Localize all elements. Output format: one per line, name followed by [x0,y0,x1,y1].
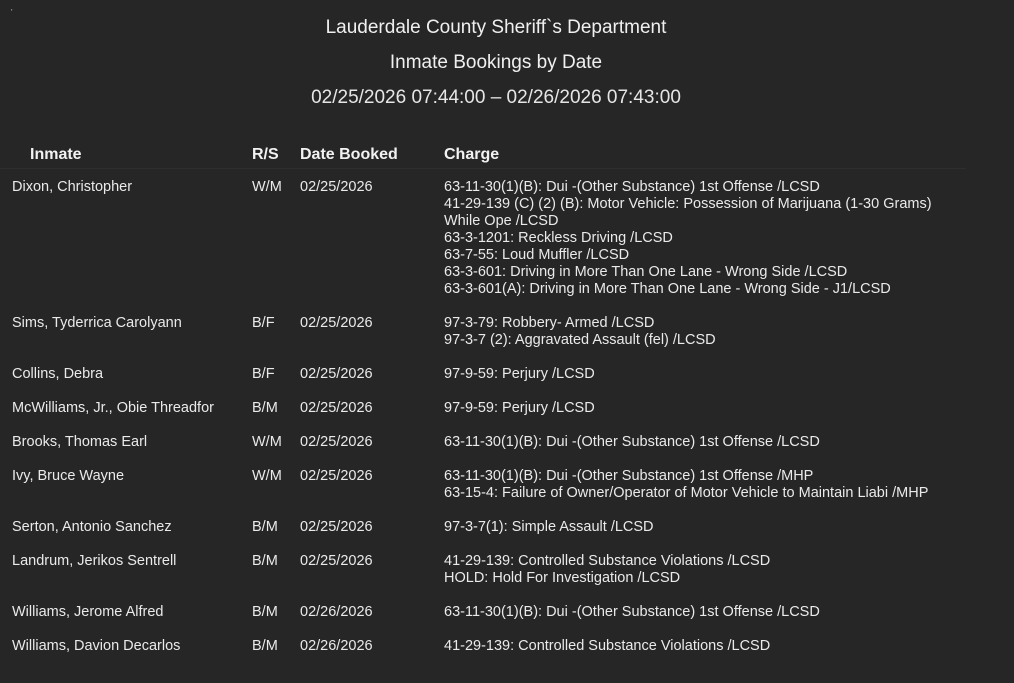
table-row [0,355,966,389]
race-sex-cell: W/M [252,434,282,450]
charge-line: 41-29-139: Controlled Substance Violations /LCSD [444,553,771,569]
charge-line: 97-3-7(1): Simple Assault /LCSD [444,519,654,535]
date-booked-cell: 02/25/2026 [300,434,373,450]
table-row [0,304,966,355]
charge-line: HOLD: Hold For Investigation /LCSD [444,570,681,586]
table-body [0,169,966,662]
inmate-name-cell: Brooks, Thomas Earl [12,434,148,450]
report-title: Inmate Bookings by Date [389,52,603,73]
date-booked-cell: 02/25/2026 [300,400,373,416]
charge-line: While Ope /LCSD [444,213,559,229]
charge-line: 41-29-139: Controlled Substance Violations /LCSD [444,638,771,654]
race-sex-cell: B/M [252,519,278,535]
race-sex-cell: B/M [252,638,278,654]
bookings-table [0,142,966,661]
charge-line: 63-7-55: Loud Muffler /LCSD [444,247,630,263]
race-sex-cell: B/F [252,366,275,382]
table-row [0,389,966,423]
table-row [0,593,966,627]
inmate-name-cell: Williams, Davion Decarlos [12,638,181,654]
table-row [0,627,966,661]
inmate-name-cell: Landrum, Jerikos Sentrell [12,553,177,569]
date-booked-cell: 02/26/2026 [300,638,373,654]
charges-cell [444,169,966,305]
table-row [0,457,966,508]
charges-cell [444,355,966,389]
date-booked-cell: 02/25/2026 [300,468,373,484]
race-sex-cell: W/M [252,179,282,195]
column-header-date-booked: Date Booked [300,142,444,169]
date-booked-cell: 02/25/2026 [300,366,373,382]
inmate-name-cell: Sims, Tyderrica Carolyann [12,315,182,331]
inmate-name-cell: McWilliams, Jr., Obie Threadfor [12,400,214,416]
charge-line: 63-15-4: Failure of Owner/Operator of Motor Vehicle to Maintain Liabi /MHP [444,485,929,501]
charge-line: 63-11-30(1)(B): Dui -(Other Substance) 1st Offense /MHP [444,468,814,484]
charge-line: 63-3-601(A): Driving in More Than One Lane - Wrong Side - J1/LCSD [444,281,891,297]
race-sex-cell: B/M [252,400,278,416]
charge-line: 63-11-30(1)(B): Dui -(Other Substance) 1st Offense /LCSD [444,179,820,195]
charge-line: 63-3-601: Driving in More Than One Lane - Wrong Side /LCSD [444,264,848,280]
charges-cell [444,423,966,457]
charge-line: 97-3-79: Robbery- Armed /LCSD [444,315,655,331]
inmate-name-cell: Ivy, Bruce Wayne [12,468,125,484]
corner-mark: ' [11,8,13,17]
table-row [0,423,966,457]
charge-line: 63-3-1201: Reckless Driving /LCSD [444,230,673,246]
charges-cell [444,389,966,423]
date-booked-cell: 02/26/2026 [300,604,373,620]
inmate-name-cell: Dixon, Christopher [12,179,133,195]
date-booked-cell: 02/25/2026 [300,519,373,535]
charges-cell [444,304,966,355]
inmate-name-cell: Serton, Antonio Sanchez [12,519,172,535]
charge-line: 63-11-30(1)(B): Dui -(Other Substance) 1st Offense /LCSD [444,604,820,620]
charge-line: 63-11-30(1)(B): Dui -(Other Substance) 1st Offense /LCSD [444,434,820,450]
table-row [0,542,966,593]
date-booked-cell: 02/25/2026 [300,553,373,569]
column-header-charge: Charge [444,142,966,169]
race-sex-cell: B/F [252,315,275,331]
table-row [0,508,966,542]
race-sex-cell: W/M [252,468,282,484]
inmate-name-cell: Collins, Debra [12,366,104,382]
date-booked-cell: 02/25/2026 [300,315,373,331]
date-booked-cell: 02/25/2026 [300,179,373,195]
column-header-rs: R/S [252,142,300,169]
charges-cell [444,627,966,661]
column-header-inmate: Inmate [0,142,252,169]
charges-cell [444,457,966,508]
charge-line: 97-9-59: Perjury /LCSD [444,400,595,416]
date-range: 02/25/2026 07:44:00 – 02/26/2026 07:43:00 [311,87,681,108]
inmate-name-cell: Williams, Jerome Alfred [12,604,164,620]
charges-cell [444,593,966,627]
charges-cell [444,542,966,593]
race-sex-cell: B/M [252,604,278,620]
charges-cell [444,508,966,542]
charge-line: 97-9-59: Perjury /LCSD [444,366,595,382]
table-row [0,169,966,305]
race-sex-cell: B/M [252,553,278,569]
charge-line: 41-29-139 (C) (2) (B): Motor Vehicle: Possession of Marijuana (1-30 Grams) [444,196,932,212]
table-header-row [0,142,966,169]
agency-title: Lauderdale County Sheriff`s Department [325,17,667,38]
charge-line: 97-3-7 (2): Aggravated Assault (fel) /LCSD [444,332,716,348]
